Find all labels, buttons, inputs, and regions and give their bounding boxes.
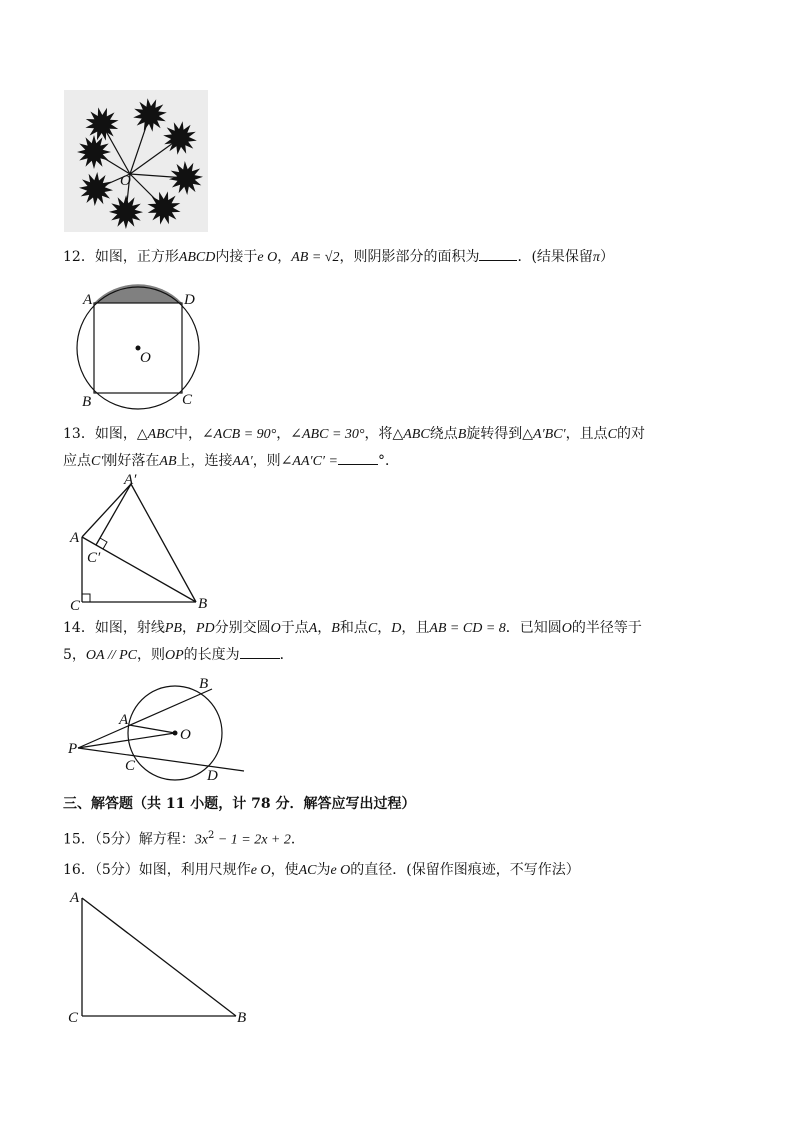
q14-center-dot — [173, 731, 178, 736]
q16-label-a: A — [70, 890, 80, 906]
q16-t4: 的直径．(保留作图痕迹，不写作法） — [350, 862, 580, 878]
q13-t11: 上，连接 — [176, 453, 233, 469]
q12-text-1: 12．如图，正方形 — [63, 249, 179, 265]
q12-label-o: O — [140, 350, 151, 366]
q13-t4: ，将 — [364, 426, 393, 442]
q14-label-b: B — [199, 676, 209, 692]
q13-t7: ，且点 — [565, 426, 608, 442]
q14-equation: AB = CD = 8 — [429, 621, 506, 636]
q16-text — [63, 860, 580, 881]
q13-side-a1c1 — [96, 484, 131, 545]
q14-label-p: P — [68, 741, 78, 757]
q15-t2: ． — [290, 831, 305, 848]
q13-t13: °． — [377, 453, 399, 469]
q13-side-ab — [82, 537, 196, 602]
q14-t11: 5， — [63, 647, 86, 663]
q12-text-6: ） — [599, 249, 614, 265]
q14-t9: ．已知圆 — [505, 620, 562, 636]
q13-text-line1 — [63, 424, 645, 445]
q16-label-b: B — [237, 1010, 247, 1026]
q13-t5: 绕点 — [429, 426, 458, 442]
q13-segment-aa1: AA′ — [232, 454, 253, 469]
q13-label-c1: C′ — [87, 550, 101, 566]
q14-t5: ， — [317, 620, 332, 636]
q12-answer-blank[interactable] — [479, 246, 517, 261]
q13-right-angle-c — [82, 594, 90, 602]
q13-triangle-2: △ABC — [392, 427, 430, 442]
q12-label-a: A — [83, 292, 93, 308]
q13-segment-ab: AB — [159, 454, 177, 469]
q13-t8: 的对 — [616, 426, 645, 442]
q13-t12: ，则 — [252, 453, 281, 469]
q13-figure — [60, 470, 220, 615]
q12-circle-name: e O — [257, 250, 278, 265]
q15-eq-1: 3x — [194, 832, 208, 848]
q14-t13: 的长度为 — [183, 647, 240, 663]
q14-label-c: C — [125, 758, 136, 774]
q12-square-name: ABCD — [178, 250, 216, 265]
q16-t1: 16．（5分）如图，利用尺规作 — [63, 862, 251, 878]
q14-parallel: OA // PC — [85, 648, 137, 663]
q12-condition: AB = √2 — [291, 250, 340, 265]
q14-t12: ，则 — [137, 647, 165, 663]
q13-t1: 13．如图， — [63, 426, 137, 442]
q13-t9: 应点 — [63, 453, 91, 469]
q12-text — [63, 246, 614, 268]
q13-angle-abc: ∠ABC = 30° — [290, 427, 365, 442]
q14-label-d: D — [207, 768, 218, 784]
q16-figure — [62, 886, 262, 1028]
q14-t7: ， — [377, 620, 392, 636]
q15-eq-sup: 2 — [207, 830, 215, 841]
q14-label-o: O — [180, 727, 191, 743]
q12-label-b: B — [82, 394, 92, 410]
q14-t2: ， — [181, 620, 196, 636]
q14-t3: 分别交圆 — [214, 620, 271, 636]
q13-segment-aa1-line — [82, 484, 131, 537]
q12-label-d: D — [184, 292, 195, 308]
q13-angle-target: ∠AA′C′ = — [280, 454, 338, 469]
q14-segment-op: OP — [165, 648, 184, 663]
q14-t4: 于点 — [280, 620, 309, 636]
q13-t10: 刚好落在 — [103, 453, 160, 469]
q14-text-line1 — [63, 618, 642, 639]
q14-t8: ，且 — [401, 620, 430, 636]
q13-triangle: △ABC — [136, 427, 175, 442]
q14-point-d: D — [391, 621, 402, 636]
q16-t2: ，使 — [270, 862, 299, 878]
q14-segment-ao — [129, 725, 175, 733]
q14-label-a: A — [119, 712, 129, 728]
q16-t3: 为 — [316, 862, 331, 878]
q13-t2: 中， — [174, 426, 203, 442]
q14-text-line2 — [63, 644, 294, 666]
q14-t1: 14．如图，射线 — [63, 620, 165, 636]
q16-side-ab — [82, 898, 236, 1016]
q14-point-c: C — [367, 621, 378, 636]
q13-angle-acb: ∠ACB = 90° — [202, 427, 277, 442]
q12-label-c: C — [182, 392, 193, 408]
q13-side-a1b — [131, 484, 196, 602]
q12-figure — [70, 284, 210, 414]
q14-figure — [64, 674, 284, 786]
q13-label-a1: A′ — [124, 472, 137, 488]
q12-text-5: ．(结果保留 — [517, 249, 593, 265]
q15-t1: 15．（5分）解方程： — [63, 831, 195, 848]
q11-figure — [64, 90, 208, 232]
q13-text-line2 — [63, 450, 399, 472]
q16-segment-ac: AC — [298, 863, 317, 878]
q14-segment-po — [78, 733, 175, 748]
q16-label-c: C — [68, 1010, 79, 1026]
q14-t10: 的半径等于 — [571, 620, 642, 636]
q15-eq-2: − 1 = 2x + 2 — [214, 832, 291, 848]
q12-text-3: ， — [277, 249, 292, 265]
q13-t6: 旋转得到 — [466, 426, 523, 442]
q13-triangle-3: △A′BC′ — [522, 427, 566, 442]
section-3-heading: 三、解答题（共 11 小题，计 78 分．解答应写出过程） — [63, 796, 416, 812]
q16-circle-name-2: e O — [330, 863, 351, 878]
q14-point-b: B — [331, 621, 340, 636]
q13-point-c1: C′ — [91, 454, 104, 469]
q13-label-c: C — [70, 598, 81, 614]
q13-label-a: A — [70, 530, 80, 546]
q13-t3: ， — [276, 426, 291, 442]
q14-ray-pd-line — [78, 748, 244, 771]
q14-answer-blank[interactable] — [240, 644, 280, 659]
q11-label-o: O — [120, 173, 131, 189]
q12-pi: π — [592, 250, 600, 265]
q13-label-b: B — [198, 596, 208, 612]
q14-t6: 和点 — [339, 620, 368, 636]
q13-point-c: C — [607, 427, 617, 442]
q13-point-b: B — [457, 427, 467, 442]
q14-ray-pb: PB — [164, 621, 182, 636]
q12-text-2: 内接于 — [215, 249, 258, 265]
q16-circle-name: e O — [250, 863, 271, 878]
q14-circle-o: O — [270, 621, 281, 636]
q12-text-4: ，则阴影部分的面积为 — [339, 249, 480, 265]
q14-ray-pb-line — [78, 689, 212, 748]
q14-circle-o-2: O — [561, 621, 572, 636]
q13-answer-blank[interactable] — [338, 450, 378, 465]
q14-ray-pd: PD — [195, 621, 215, 636]
q14-t14: ． — [279, 647, 294, 663]
q15-text — [63, 826, 305, 851]
q14-point-a: A — [308, 621, 318, 636]
